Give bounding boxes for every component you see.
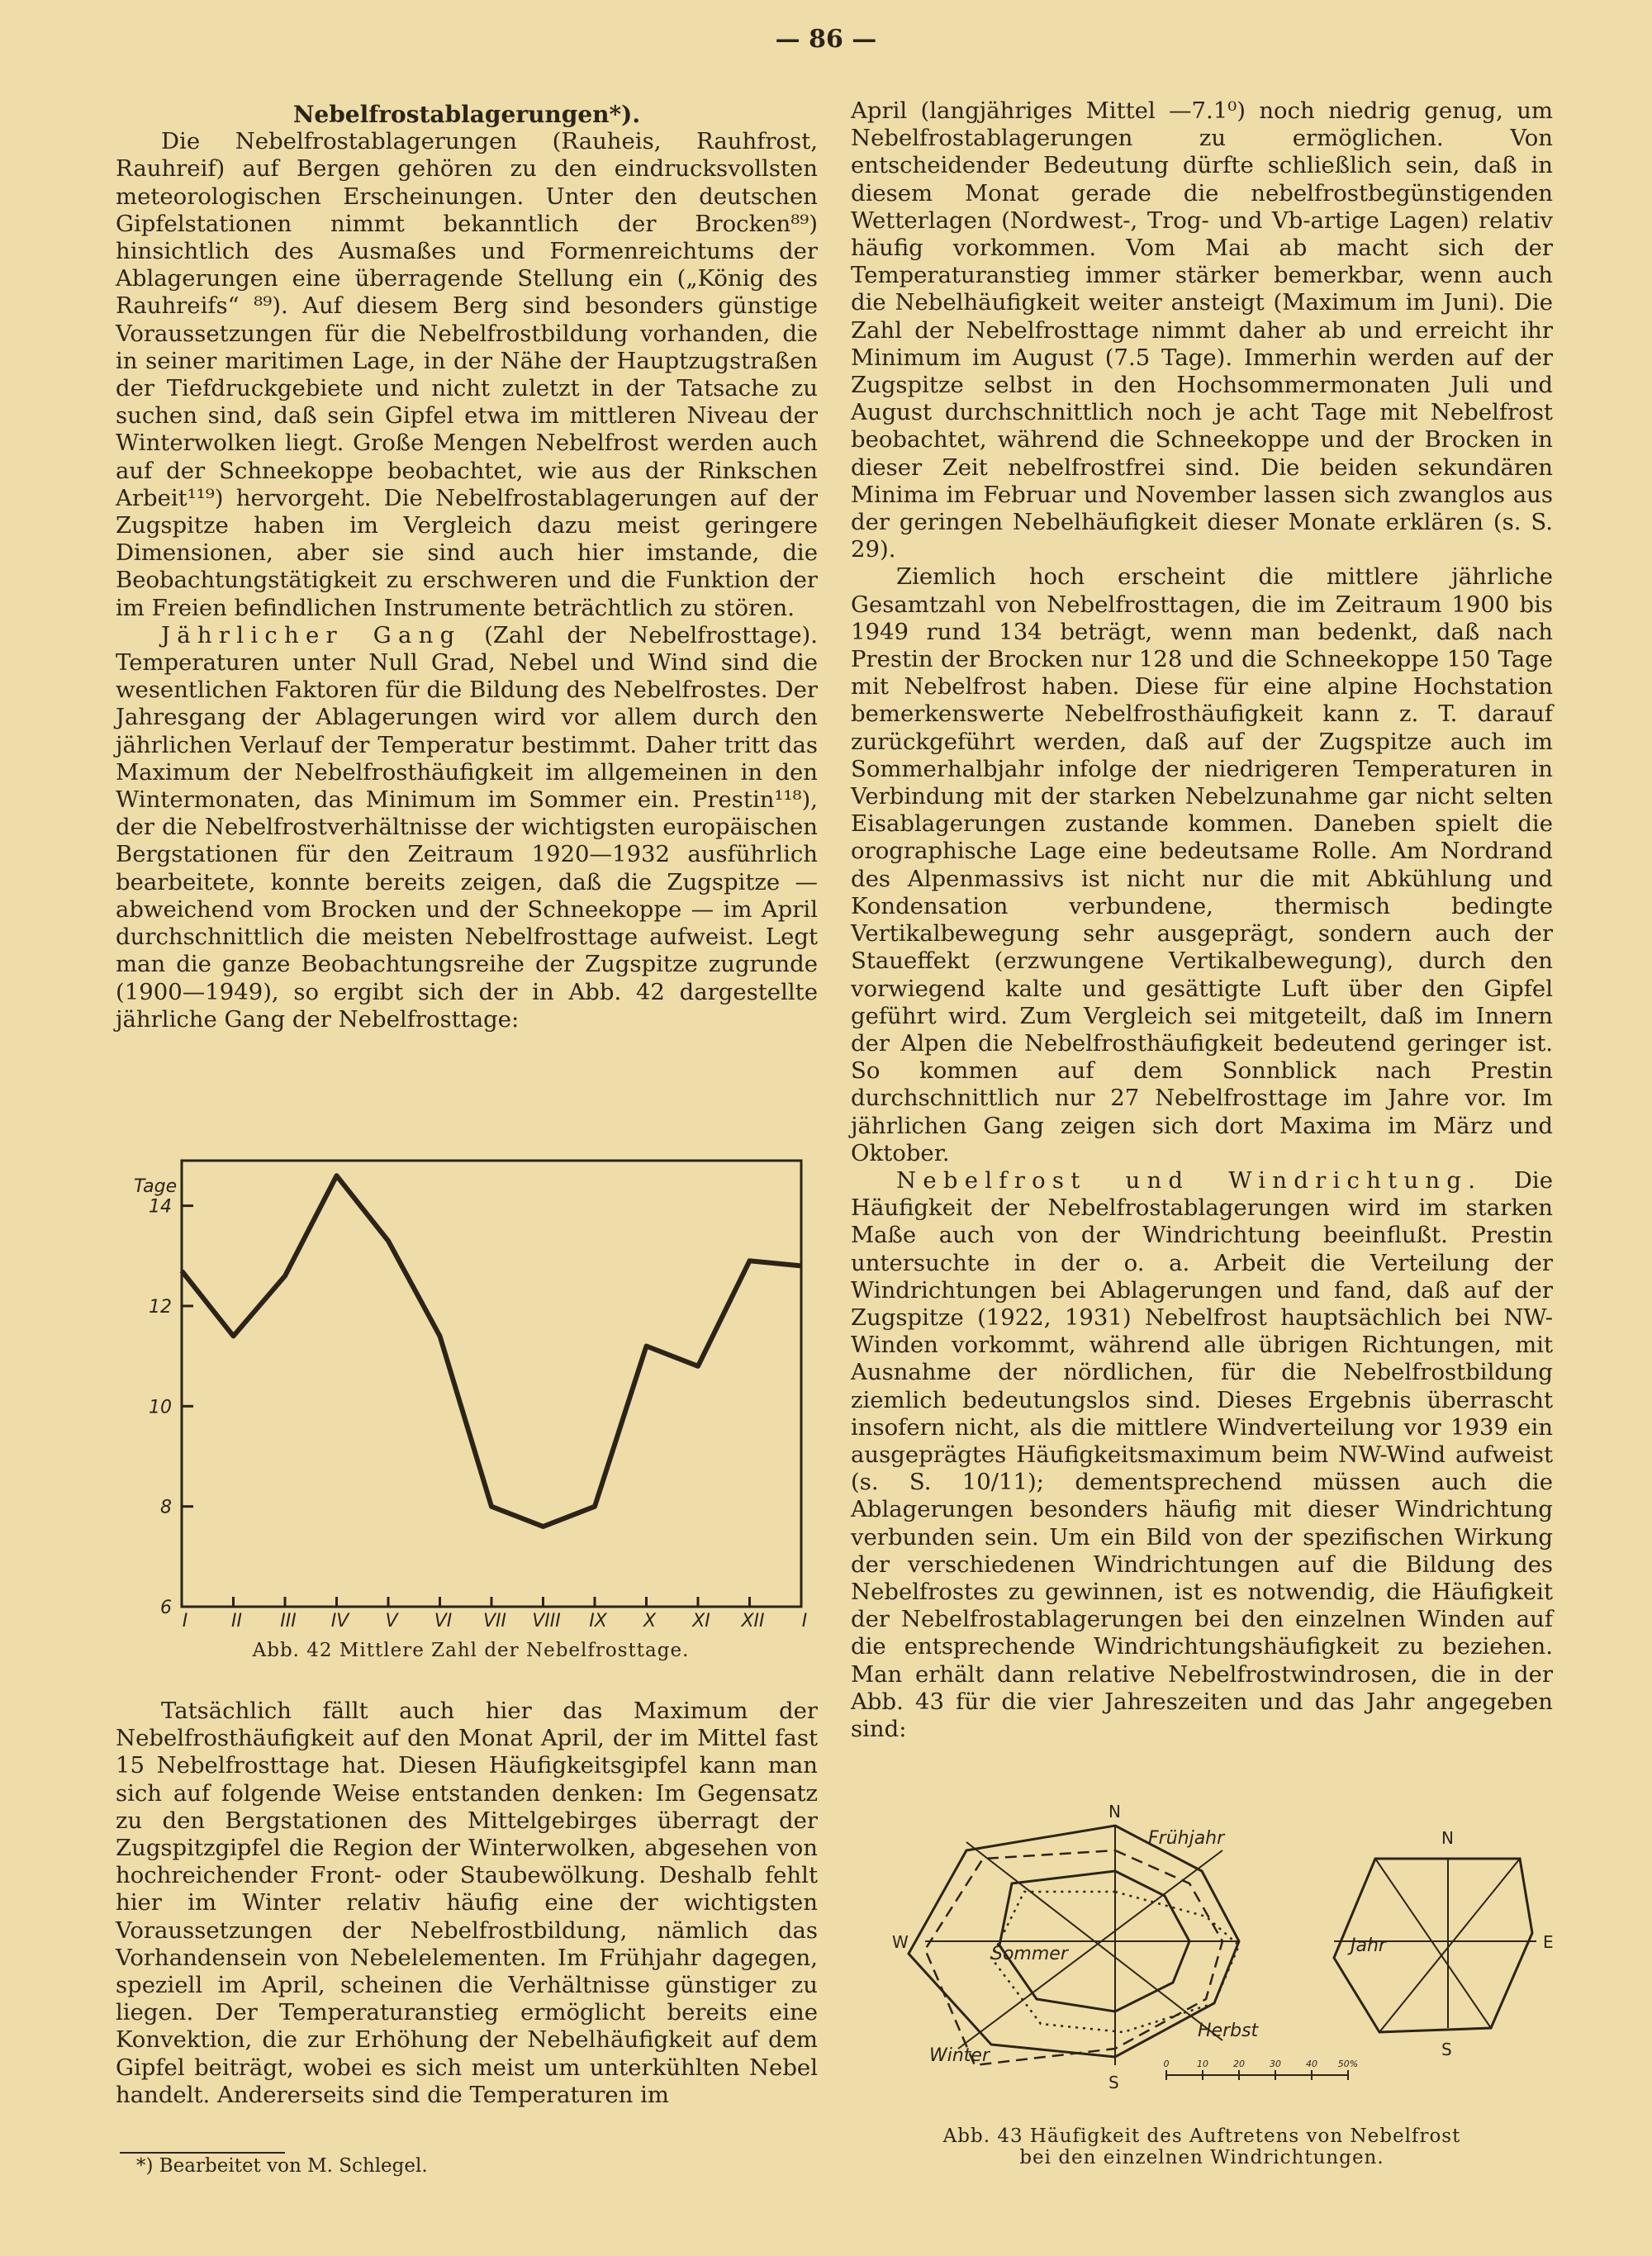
x-tick-label: XII xyxy=(741,1611,765,1631)
paragraph-windrichtung xyxy=(851,1167,1553,1743)
x-tick-label: X xyxy=(643,1611,657,1631)
caption-fig43-line2: bei den einzelnen Windrichtungen. xyxy=(1019,2147,1384,2168)
label-jahr: Jahr xyxy=(1351,1935,1386,1956)
x-tick-label: VIII xyxy=(532,1611,561,1631)
scale-tick-label: 50% xyxy=(1337,2059,1359,2069)
paragraph-windrichtung-text: Die Häufigkeit der Nebelfrostablagerungen wird im starken Maße auch von der Windrichtung beeinflußt. Prestin untersuchte in der o. a. Arbeit die Verteilung der Windrichtungen bei Ablagerungen und fand, daß auf der Zugspitze (1922, 1931) Nebelfrost hauptsächlich bei NW-Winden vorkommt, während alle übrigen Richtungen, mit Ausnahme der nördlichen, für die Nebelfrostbildung ziemlich bedeutungslos sind. Dieses Ergebnis überrascht insofern nicht, als die mittlere Windverteilung vor 1939 ein ausgeprägtes Häufigkeitsmaximum beim NW-Wind aufweist (s. S. 10/11); dementsprechend müssen auch die Ablagerungen besonders häufig mit dieser Windrichtung verbunden sein. Um ein Bild von der spezifischen Wirkung der verschiedenen Windrichtungen auf die Bildung des Nebelfrostes zu gewinnen, ist es notwendig, die Häufigkeit der Nebelfrostablagerungen bei den einzelnen Winden auf die entsprechende Windrichtungshäufigkeit zu beziehen. Man erhält dann relative Nebelfrostwindrosen, die in der Abb. 43 für die vier Jahreszeiten und das Jahr angegeben sind: xyxy=(851,1166,1553,1742)
left-rose-s-label: S xyxy=(1108,2073,1119,2092)
y-tick-label: 10 xyxy=(149,1397,172,1418)
x-tick-label: I xyxy=(801,1611,808,1631)
y-tick-label: 12 xyxy=(149,1296,172,1318)
x-tick-label: VII xyxy=(482,1611,507,1631)
jahr-axis-ne-sw xyxy=(1379,1859,1520,2032)
scale-tick-label: 30 xyxy=(1270,2059,1281,2069)
series-line xyxy=(182,1175,801,1527)
scale-tick-label: 0 xyxy=(1163,2059,1170,2069)
left-column-top xyxy=(116,101,818,1033)
left-rose-w-label: W xyxy=(892,1932,909,1952)
left-rose-n-label: N xyxy=(1108,1802,1121,1821)
x-tick-label: IX xyxy=(589,1611,607,1631)
paragraph-intro: Die Nebelfrostablagerungen (Rauheis, Rauhfrost, Rauhreif) auf Bergen gehören zu den eindrucksvollsten meteorologischen Erscheinungen. Unter den deutschen Gipfelstationen nimmt bekanntlich der Brocken⁸⁹) hinsichtlich des Ausmaßes und Formenreichtums der Ablagerungen eine überragende Stellung ein („König des Rauhreifs“ ⁸⁹). Auf diesem Berg sind besonders günstige Voraussetzungen für die Nebelfrostbildung vorhanden, die in seiner maritimen Lage, in der Nähe der Hauptzugstraßen der Tiefdruckgebiete und nicht zuletzt in der Tatsache zu suchen sind, daß sein Gipfel etwa im mittleren Niveau der Winterwolken liegt. Große Mengen Nebelfrost werden auch auf der Schneekoppe beobachtet, wie aus der Rinkschen Arbeit¹¹⁹) hervorgeht. Die Nebelfrostablagerungen auf der Zugspitze haben im Vergleich dazu meist geringere Dimensionen, aber sie sind auch hier imstande, die Beobachtungstätigkeit zu erschweren und die Funktion der im Freien befindlichen Instrumente beträchtlich zu stören. xyxy=(116,128,818,621)
label-herbst: Herbst xyxy=(1198,2021,1259,2041)
x-tick-label: IV xyxy=(330,1611,349,1631)
paragraph-jahrlicher-gang xyxy=(116,622,818,1033)
paragraph-jahrlicher-gang-text: Temperaturen unter Null Grad, Nebel und Wind sind die wesentlichen Faktoren für die Bildung des Nebelfrostes. Der Jahresgang der Ablagerungen wird vor allem durch den jährlichen Verlauf der Temperatur bestimmt. Daher tritt das Maximum der Nebelfrosthäufigkeit im allgemeinen in den Wintermonaten, das Minimum im Sommer ein. Prestin¹¹⁸), der die Nebelfrostverhältnisse der wichtigsten europäischen Bergstationen für den Zeitraum 1920—1932 ausführlich bearbeitete, konnte bereits zeigen, daß die Zugspitze — abweichend vom Brocken und der Schneekoppe — im April durchschnittlich die meisten Nebelfrosttage aufweist. Legt man die ganze Beobachtungsreihe der Zugspitze zugrunde (1900—1949), so ergibt sich der in Abb. 42 dargestellte jährliche Gang der Nebelfrosttage: xyxy=(116,649,818,1033)
chart-frame xyxy=(182,1161,801,1607)
article-heading: Nebelfrostablagerungen*). xyxy=(292,101,641,128)
y-tick-label: 8 xyxy=(160,1497,172,1518)
left-windrose xyxy=(909,1826,1239,2065)
paragraph-gesamtzahl: Ziemlich hoch erscheint die mittlere jährliche Gesamtzahl von Nebelfrosttagen, die im Zeitraum 1900 bis 1949 rund 134 beträgt, wenn man bedenkt, daß nach Prestin der Brocken nur 128 und die Schneekoppe 150 Tage mit Nebelfrost haben. Diese für eine alpine Hochstation bemerkenswerte Nebelfrosthäufigkeit kann z. T. darauf zurückgeführt werden, daß auf der Zugspitze auch im Sommerhalbjahr infolge der niedrigeren Temperaturen in Verbindung mit der starken Nebelzunahme gar nicht selten Eisablagerungen zustande kommen. Daneben spielt die orographische Lage eine bedeutsame Rolle. Am Nordrand des Alpenmassivs ist nicht nur die mit Abkühlung und Kondensation verbundene, thermisch bedingte Vertikalbewegung sehr ausgeprägt, sondern auch der Staueffekt (erzwungene Vertikalbewegung), durch den vorwiegend kalte und gesättigte Luft über den Gipfel geführt wird. Zum Vergleich sei mitgeteilt, daß im Innern der Alpen die Nebelfrosthäufigkeit bedeutend geringer ist. So kommen auf dem Sonnblick nach Prestin durchschnittlich nur 27 Nebelfrosttage im Jahre vor. Im jährlichen Gang zeigen sich dort Maxima im März und Oktober. xyxy=(851,563,1553,1166)
chart-fig43 xyxy=(876,1793,1561,2131)
footnote-rule xyxy=(120,2152,285,2154)
page-number: — 86 — xyxy=(775,25,877,54)
caption-fig43-line1: Abb. 43 Häufigkeit des Auftretens von Nebelfrost xyxy=(942,2125,1461,2147)
section-lead-windrichtung: Nebelfrost und Windrichtung. xyxy=(896,1166,1483,1194)
right-rose-n-label: N xyxy=(1441,1828,1454,1848)
x-tick-label: III xyxy=(280,1611,297,1631)
footnote: *) Bearbeitet von M. Schlegel. xyxy=(136,2155,428,2177)
paragraph-april-temp: April (langjähriges Mittel —7.1⁰) noch niedrig genug, um Nebelfrostablagerungen zu ermöglichen. Von entscheidender Bedeutung dürfte schließlich sein, daß in diesem Monat gerade die nebelfrostbegünstigenden Wetterlagen (Nordwest-, Trog- und Vb-artige Lagen) relativ häufig vorkommen. Vom Mai ab macht sich der Temperaturanstieg immer stärker bemerkbar, wenn auch die Nebelhäufigkeit weiter ansteigt (Maximum im Juni). Die Zahl der Nebelfrosttage nimmt daher ab und erreicht ihr Minimum im August (7.5 Tage). Immerhin werden auf der Zugspitze selbst in den Hochsommermonaten Juli und August durchschnittlich noch je acht Tage mit Nebelfrost beobachtet, während die Schneekoppe und der Brocken in dieser Zeit nebelfrostfrei sind. Die beiden sekundären Minima im Februar und November lassen sich zwanglos aus der geringen Nebelhäufigkeit dieser Monate erklären (s. S. 29). xyxy=(851,97,1553,563)
chart-fig42 xyxy=(124,1152,818,1631)
section-lead-jahrlicher-gang: Jährlicher Gang xyxy=(161,621,462,648)
scale-tick-label: 40 xyxy=(1306,2059,1317,2069)
x-tick-label: I xyxy=(182,1611,188,1631)
x-tick-label: XI xyxy=(692,1611,710,1631)
x-tick-label: V xyxy=(385,1611,398,1631)
section-lead-rest: (Zahl der Nebelfrosttage). xyxy=(461,621,818,648)
jahr-axis-nw-se xyxy=(1375,1859,1491,2028)
x-tick-label: II xyxy=(231,1611,242,1631)
label-sommer: Sommer xyxy=(991,1944,1068,1964)
scale-tick-label: 20 xyxy=(1233,2059,1245,2069)
paragraph-april-maximum: Tatsächlich fällt auch hier das Maximum der Nebelfrosthäufigkeit auf den Monat April, der im Mittel fast 15 Nebelfrosttage hat. Diesen Häufigkeitsgipfel kann man sich auf folgende Weise entstanden denken: Im Gegensatz zu den Bergstationen des Mittelgebirges überragt der Zugspitzgipfel die Region der Winterwolken, abgesehen von hochreichender Front- oder Staubewölkung. Deshalb fehlt hier im Winter relativ häufig eine der wichtigsten Voraussetzungen der Nebelfrostbildung, nämlich das Vorhandensein von Nebelelementen. Im Frühjahr dagegen, speziell im April, scheinen die Verhältnisse günstiger zu liegen. Der Temperaturanstieg ermöglicht bereits eine Konvektion, die zur Erhöhung der Nebelhäufigkeit auf dem Gipfel beiträgt, wobei es sich meist um unterkühlten Nebel handelt. Andererseits sind die Temperaturen im xyxy=(116,1698,818,2108)
label-fruhjahr: Frühjahr xyxy=(1148,1828,1225,1849)
rose-winter xyxy=(925,1850,1222,2065)
right-column xyxy=(851,97,1553,1743)
right-rose-e-label: E xyxy=(1543,1932,1554,1952)
scale-tick-label: 10 xyxy=(1197,2059,1208,2069)
y-axis-label: Tage xyxy=(134,1176,178,1197)
left-column-bottom xyxy=(116,1698,818,2109)
right-rose-s-label: S xyxy=(1441,2040,1452,2059)
x-tick-label: VI xyxy=(434,1611,453,1631)
caption-fig43 xyxy=(851,2125,1553,2168)
caption-fig42: Abb. 42 Mittlere Zahl der Nebelfrosttage. xyxy=(252,1640,690,1661)
y-tick-label: 14 xyxy=(149,1196,172,1218)
y-tick-label: 6 xyxy=(160,1598,172,1618)
label-winter: Winter xyxy=(929,2045,990,2066)
